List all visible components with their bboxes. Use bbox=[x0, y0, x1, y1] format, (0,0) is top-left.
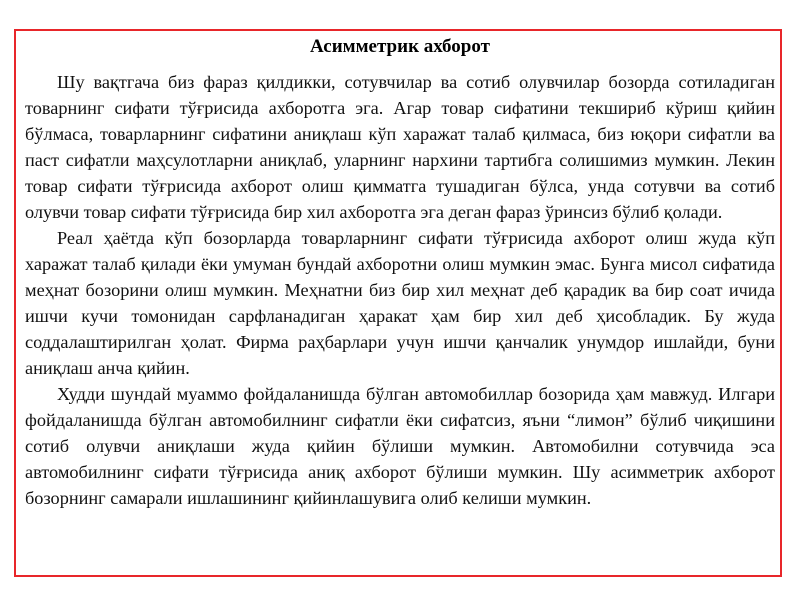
document-body bbox=[25, 69, 775, 511]
document-title: Асимметрик ахборот bbox=[310, 36, 490, 57]
paragraph-2: Реал ҳаётда кўп бозорларда товарларнинг сифати тўғрисида ахборот олиш жуда кўп харажат талаб қилади ёки умуман бундай ахборотни олиш мумкин эмас. Бунга мисол сифатида меҳнат бозорини олиш мумкин. Меҳнатни биз бир хил меҳнат деб қарадик ва бир соат ичида ишчи кучи томонидан сарфланадиган ҳаракат ҳам бир хил деб ҳисобладик. Бу жуда соддалаштирилган ҳолат. Фирма раҳбарлари учун ишчи қанчалик унумдор ишлайди, буни аниқлаш анча қийин. bbox=[25, 228, 775, 378]
paragraph-1: Шу вақтгача биз фараз қилдикки, сотувчилар ва сотиб олувчилар бозорда сотиладиган товарнинг сифати тўғрисида ахборотга эга. Агар товар сифатини текшириб кўриш қийин бўлмаса, товарларнинг сифатини аниқлаш кўп харажат талаб қилмаса, биз юқори сифатли ва паст сифатли маҳсулотларни аниқлаб, уларнинг нархини тартибга солишимиз мумкин. Лекин товар сифати тўғрисида ахборот олиш қимматга тушадиган бўлса, унда сотувчи ва сотиб олувчи товар сифати тўғрисида бир хил ахборотга эга деган фараз ўринсиз бўлиб қолади. bbox=[25, 72, 775, 222]
paragraph-3: Худди шундай муаммо фойдаланишда бўлган автомобиллар бозорида ҳам мавжуд. Илгари фойдаланишда бўлган автомобилнинг сифатли ёки сифатсиз, яъни “лимон” бўлиб чиқишини сотиб олувчи аниқлаши жуда қийин бўлиши мумкин. Автомобилни сотувчида эса автомобилнинг сифати тўғрисида аниқ ахборот бўлиши мумкин. Шу асимметрик ахборот бозорнинг самарали ишлашининг қийинлашувига олиб келиши мумкин. bbox=[25, 384, 775, 508]
